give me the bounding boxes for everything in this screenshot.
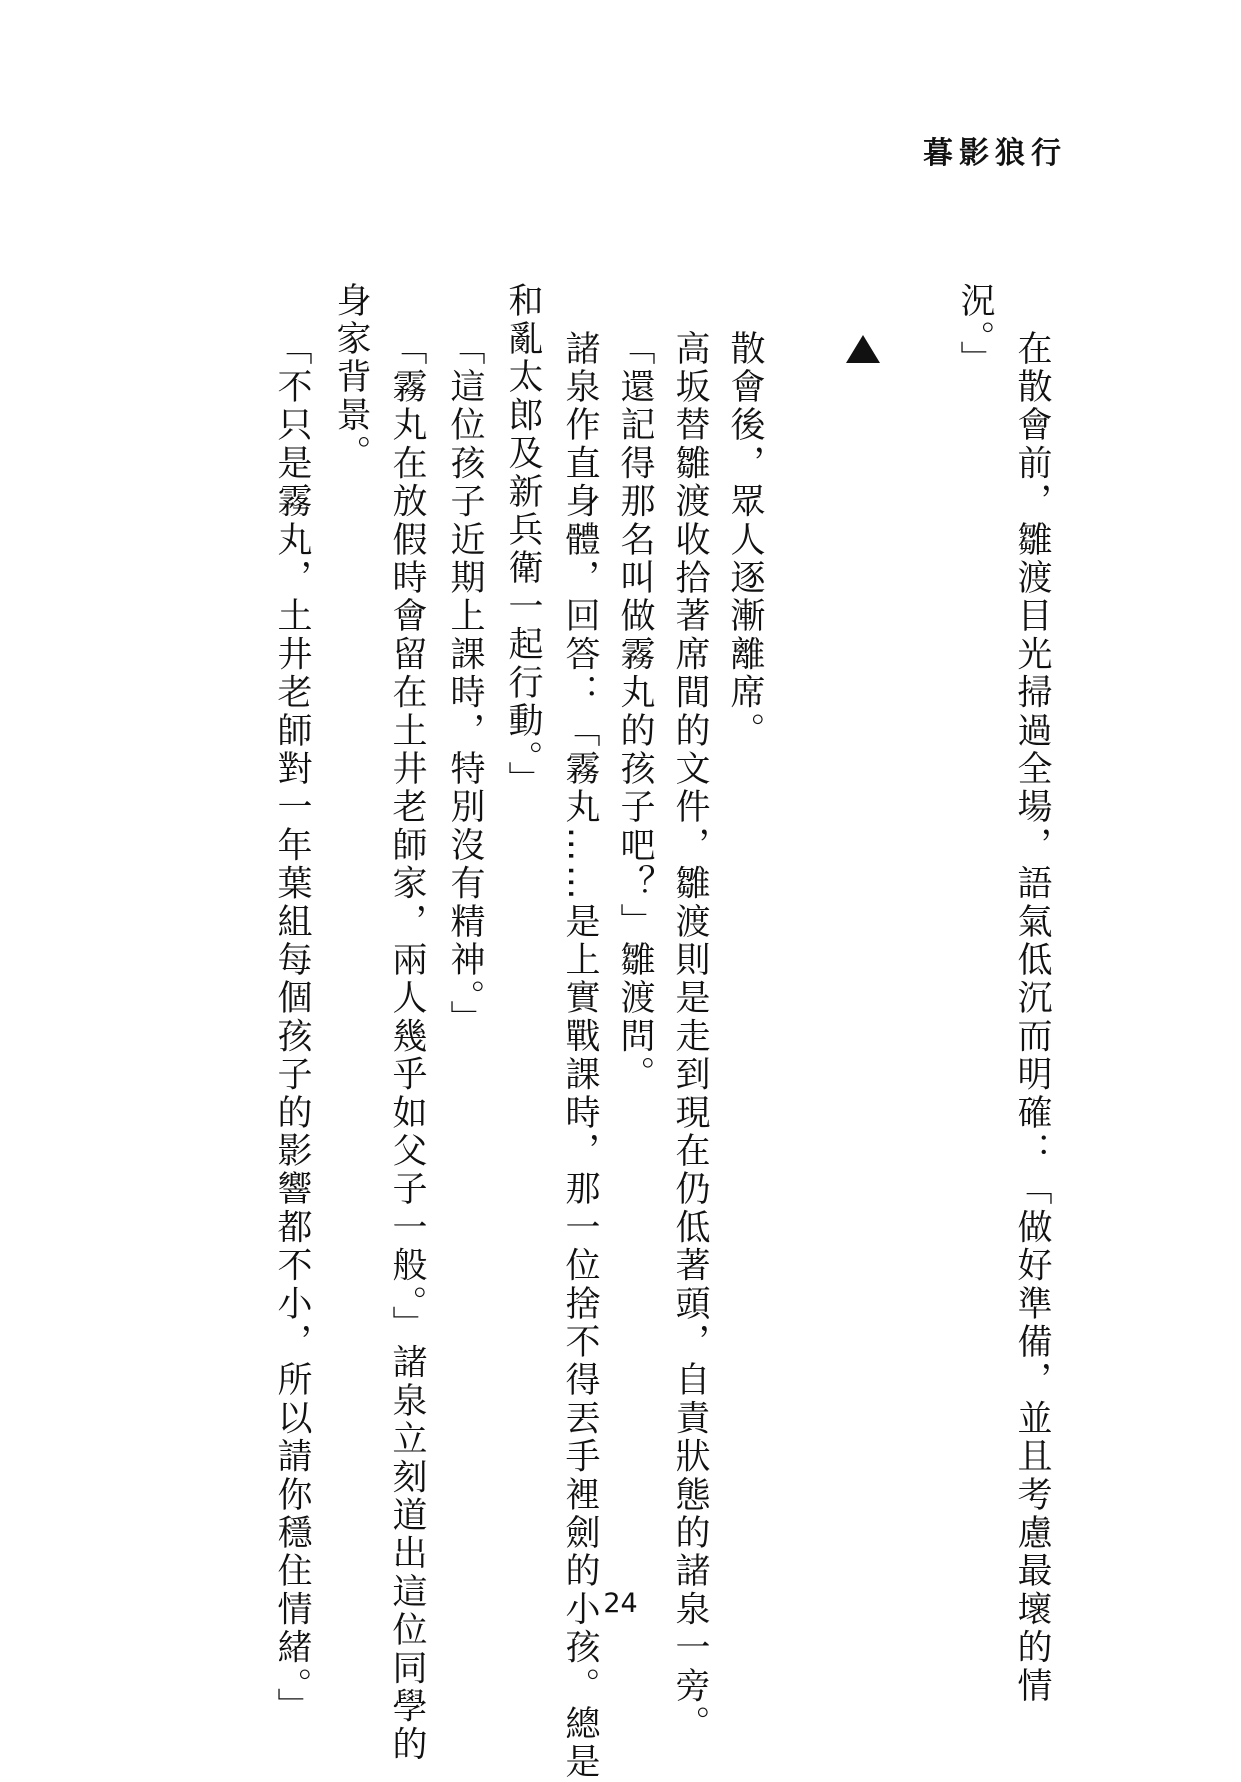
triangle-up-icon [846,335,880,363]
paragraph-3: 高坂替雛渡收拾著席間的文件，雛渡則是走到現在仍低著頭，自責狀態的諸泉一旁。 [670,330,710,1744]
paragraph-7-line-1: 「霧丸在放假時會留在土井老師家，兩人幾乎如父子一般。」諸泉立刻道出這位同學的 [387,330,427,1765]
paragraph-7-line-2: 身家背景。 [331,282,371,473]
paragraph-1-line-1: 在散會前，雛渡目光掃過全場，語氣低沉而明確：「做好準備，並且考慮最壞的情 [1012,330,1052,1706]
paragraph-6: 「這位孩子近期上課時，特別沒有精神。」 [445,330,485,1039]
paragraph-5-line-1: 諸泉作直身體，回答：「霧丸……是上實戰課時，那一位捨不得丟手裡劍的小孩。總是 [560,330,600,1782]
page-number: 24 [603,1588,638,1619]
paragraph-4: 「還記得那名叫做霧丸的孩子吧？」雛渡問。 [615,330,655,1094]
paragraph-1-line-2: 況。」 [955,282,995,380]
running-title: 暮影狼行 [923,136,1067,171]
paragraph-5-line-2: 和亂太郎及新兵衛一起行動。」 [503,282,543,800]
paragraph-8: 「不只是霧丸，土井老師對一年葉組每個孩子的影響都不小，所以請你穩住情緒。」 [272,330,312,1726]
paragraph-2: 散會後，眾人逐漸離席。 [725,330,765,751]
